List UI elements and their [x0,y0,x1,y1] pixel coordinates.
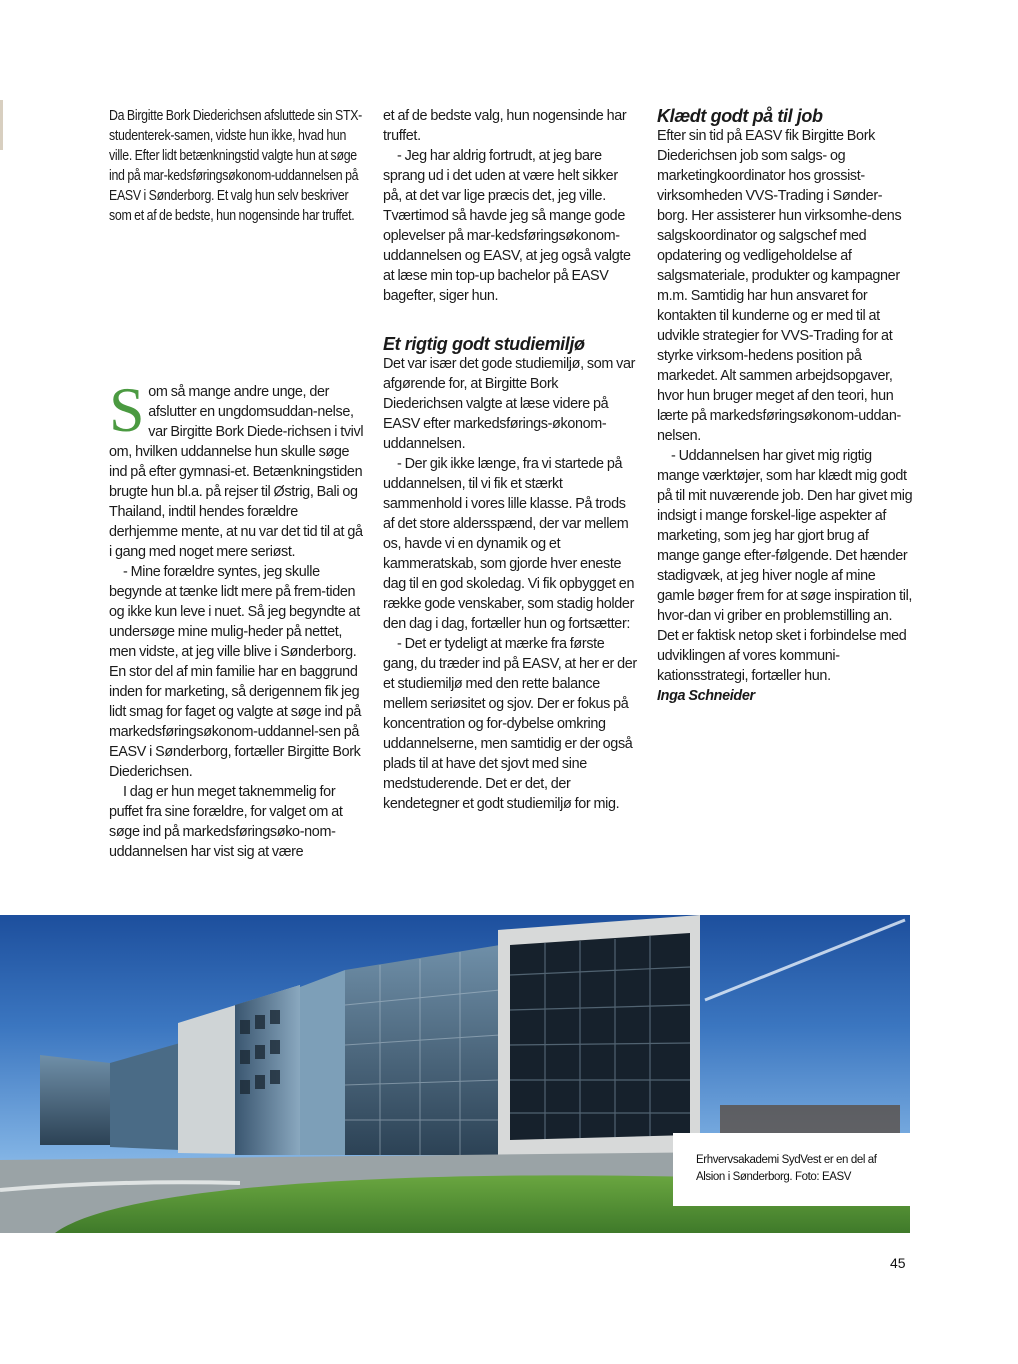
page-edge [0,100,3,150]
col1-paragraph-1-text: om så mange andre unge, der afslutter en ungdomsuddan-nelse, var Birgitte Bork Diede-richsen i tvivl om, hvilken uddannelse hun skulle søge ind på efter gymnasi-et. Betænkningstiden brugte hun bl.a. på rejser til Østrig, Bali og Thailand, indtil hendes forældre derhjemme mente, at nu var det tid til at gå i gang med noget mere seriøst. [109,384,364,560]
col2-paragraph-3: Det var især det gode studiemiljø, som var afgørende for, at Birgitte Bork Diederichsen valgte at læse videre på EASV efter markedsførings-økonom-uddannelsen. [383,356,636,452]
col1-paragraph-1 [109,374,365,562]
photo-caption: Erhvervsakademi SydVest er en del af Alsion i Sønderborg. Foto: EASV [696,1154,877,1183]
dropcap: S [109,374,145,445]
col1-paragraph-2: - Mine forældre syntes, jeg skulle begynde at tænke lidt mere på frem-tiden og ikke kun leve i nuet. Så jeg begyndte at undersøge mine mulig-heder på nettet, men vidste, at jeg ville blive i Sønderborg. En stor del af min familie har en baggrund inden for marketing, så derigennem fik jeg lidt smag for faget og valgte at søge ind på markedsføringsøkonom-uddannel-sen på EASV i Sønderborg, fortæller Birgitte Bork Diederichsen. [109,564,362,780]
spacer [383,306,639,334]
col2-paragraph-5: - Det er tydeligt at mærke fra første gang, du træder ind på EASV, at her er der et studiemiljø med den rette balance mellem seriøsitet og sjov. Der er fokus på koncentration og for-dybelse omkring uddannelserne, men samtidig er der også plads til at have det sjovt med sine medstuderende. Det er det, der kendetegner et godt studiemiljø for mig. [383,636,637,812]
column-3 [657,106,913,706]
contrail [705,920,905,1000]
section-heading-studiemiljo: Et rigtig godt studiemiljø [383,334,585,354]
author-signature: Inga Schneider [657,688,755,704]
col3-paragraph-1: Efter sin tid på EASV fik Birgitte Bork Diederichsen job som salgs- og marketingkoordinator hos grossist-virksomheden VVS-Trading i Sønder-borg. Her assisterer hun virksomhe-dens salgskoordinator og salgschef med opdatering og vedligeholdelse af salgsmateriale, produkter og kampagner m.m. Samtidig har hun ansvaret for kontakten til kunderne og er med til at udvikle strategier for VVS-Trading for at styrke virksom-hedens position på markedet. Alt sammen arbejdsopgaver, hvor hun bruger meget af den teori, hun lærte på markedsføringsøkonom-uddan-nelsen. [657,128,902,444]
caption-box [673,1133,910,1206]
column-2 [383,106,639,814]
page-number: 45 [890,1255,906,1271]
col1-paragraph-3: I dag er hun meget taknemmelig for puffet fra sine forældre, for valget om at søge ind på markedsføringsøko-nom-uddannelsen har vist sig at være [109,784,343,860]
col3-paragraph-2: - Uddannelsen har givet mig rigtig mange værktøjer, som har klædt mig godt på til mit nuværende job. Den har givet mig indsigt i mange forskel-lige aspekter af marketing, som jeg har gjort brug af mange gange efter-følgende. Det hænder stadigvæk, at jeg hiver nogle af mine gamle bøger frem for at søge inspiration til, hvor-dan vi griber en problemstilling an. Det er faktisk netop sket i forbindelse med udviklingen af vores kommuni-kationsstrategi, fortæller hun. [657,448,913,684]
column-1 [109,106,365,862]
col2-paragraph-2: - Jeg har aldrig fortrudt, at jeg bare sprang ud i det uden at være helt sikker på, at det var lige præcis det, jeg ville. Tværtimod så havde jeg så mange gode oplevelser på mar-kedsføringsøkonom-uddannelsen og EASV, at jeg også valgte at læse min top-up bachelor på EASV bagefter, siger hun. [383,148,631,304]
section-heading-job: Klædt godt på til job [657,106,823,126]
col2-paragraph-4: - Der gik ikke længe, fra vi startede på uddannelsen, til vi fik et stærkt sammenhold i vores lille klasse. På trods af det store aldersspænd, der var mellem os, havde vi en dynamik og et kammeratskab, som gjorde hver eneste dag til en god skoledag. Vi fik opbygget en række gode venskaber, som stadig holder den dag i dag, fortæller hun og fortsætter: [383,456,635,632]
lead-paragraph: Da Birgitte Bork Diederichsen afsluttede sin STX-studenterek-samen, vidste hun ikke, hvad hun ville. Efter lidt betænkningstid valgte hun at søge ind på mar-kedsføringsøkonom-uddannelsen på EASV i Sønderborg. Et valg hun selv beskriver som et af de bedste, hun nogensinde har truffet. [109,108,363,224]
col2-paragraph-1: et af de bedste valg, hun nogensinde har truffet. [383,108,627,144]
